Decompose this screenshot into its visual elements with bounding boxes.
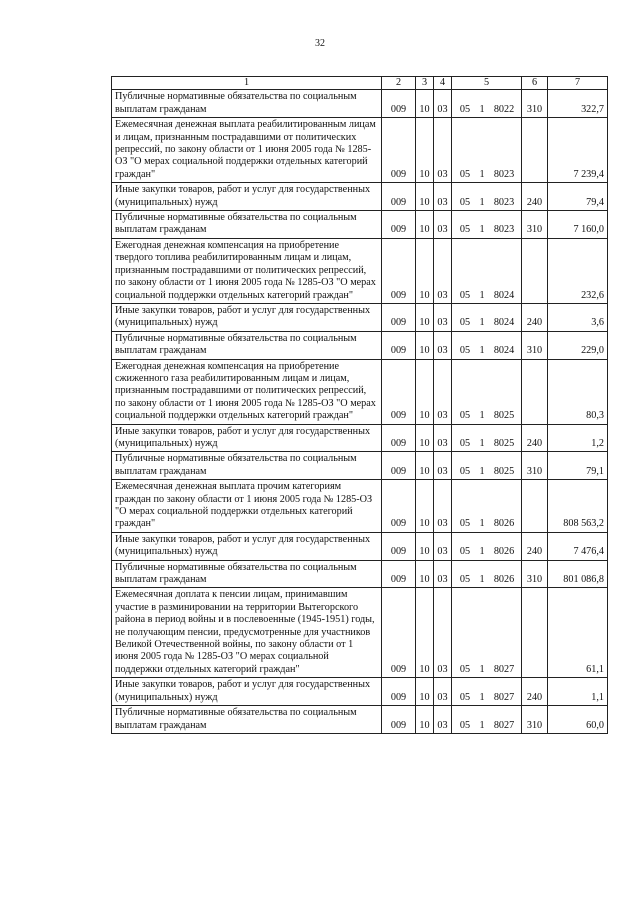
row-name: Иные закупки товаров, работ и услуг для государственных (муниципальных) нужд (112, 532, 382, 560)
row-grbs-code: 009 (382, 532, 416, 560)
row-section-code: 10 (416, 359, 434, 424)
row-section-code: 10 (416, 588, 434, 678)
row-subsection-code: 03 (434, 331, 452, 359)
target-article-part-1: 05 (459, 663, 471, 675)
table-row (112, 452, 608, 480)
header-col-7: 7 (548, 77, 608, 90)
row-subsection-code: 03 (434, 678, 452, 706)
table-row (112, 560, 608, 588)
table-row (112, 183, 608, 211)
target-article-part-3: 8022 (493, 103, 515, 115)
table-row (112, 331, 608, 359)
target-article-part-1: 05 (459, 719, 471, 731)
row-expense-type-code: 310 (522, 90, 548, 118)
target-article-part-3: 8023 (493, 196, 515, 208)
row-grbs-code: 009 (382, 183, 416, 211)
row-subsection-code: 03 (434, 560, 452, 588)
header-col-2: 2 (382, 77, 416, 90)
row-grbs-code: 009 (382, 331, 416, 359)
table-row (112, 359, 608, 424)
target-article-part-1: 05 (459, 196, 471, 208)
row-expense-type-code: 240 (522, 183, 548, 211)
row-amount: 7 160,0 (548, 211, 608, 239)
target-article-part-3: 8024 (493, 317, 515, 329)
row-amount: 79,1 (548, 452, 608, 480)
row-section-code: 10 (416, 560, 434, 588)
row-target-article-code (452, 678, 522, 706)
target-article-part-1: 05 (459, 103, 471, 115)
target-article-part-2: 1 (479, 437, 485, 449)
row-amount: 7 476,4 (548, 532, 608, 560)
target-article-part-3: 8026 (493, 518, 515, 530)
row-amount: 808 563,2 (548, 480, 608, 533)
table-row (112, 678, 608, 706)
target-article-part-3: 8024 (493, 289, 515, 301)
row-amount: 80,3 (548, 359, 608, 424)
target-article-part-1: 05 (459, 317, 471, 329)
row-amount: 1,1 (548, 678, 608, 706)
row-target-article-code (452, 532, 522, 560)
row-subsection-code: 03 (434, 211, 452, 239)
target-article-part-2: 1 (479, 719, 485, 731)
row-subsection-code: 03 (434, 424, 452, 452)
row-section-code: 10 (416, 452, 434, 480)
row-target-article-code (452, 560, 522, 588)
row-section-code: 10 (416, 183, 434, 211)
row-target-article-code (452, 359, 522, 424)
target-article-part-3: 8025 (493, 437, 515, 449)
row-grbs-code: 009 (382, 303, 416, 331)
target-article-part-3: 8027 (493, 663, 515, 675)
row-section-code: 10 (416, 238, 434, 303)
row-name: Публичные нормативные обязательства по социальным выплатам гражданам (112, 211, 382, 239)
row-subsection-code: 03 (434, 452, 452, 480)
row-grbs-code: 009 (382, 588, 416, 678)
row-grbs-code: 009 (382, 480, 416, 533)
target-article-part-1: 05 (459, 518, 471, 530)
target-article-part-3: 8027 (493, 719, 515, 731)
target-article-part-3: 8025 (493, 465, 515, 477)
row-name: Публичные нормативные обязательства по социальным выплатам гражданам (112, 706, 382, 734)
target-article-part-2: 1 (479, 410, 485, 422)
row-section-code: 10 (416, 211, 434, 239)
row-amount: 3,6 (548, 303, 608, 331)
row-amount: 61,1 (548, 588, 608, 678)
target-article-part-2: 1 (479, 103, 485, 115)
row-expense-type-code: 310 (522, 706, 548, 734)
row-expense-type-code: 240 (522, 532, 548, 560)
target-article-part-2: 1 (479, 574, 485, 586)
target-article-part-2: 1 (479, 518, 485, 530)
row-expense-type-code: 310 (522, 331, 548, 359)
row-grbs-code: 009 (382, 238, 416, 303)
row-expense-type-code: 240 (522, 678, 548, 706)
row-expense-type-code (522, 238, 548, 303)
row-name: Ежемесячная денежная выплата прочим категориям граждан по закону области от 1 июня 2005 года № 1285-ОЗ "О мерах социальной поддержки отдельных категорий граждан" (112, 480, 382, 533)
target-article-part-3: 8024 (493, 345, 515, 357)
target-article-part-1: 05 (459, 168, 471, 180)
table-row (112, 588, 608, 678)
row-amount: 322,7 (548, 90, 608, 118)
target-article-part-1: 05 (459, 465, 471, 477)
row-amount: 801 086,8 (548, 560, 608, 588)
target-article-part-2: 1 (479, 691, 485, 703)
row-name: Ежемесячная денежная выплата реабилитированным лицам и лицам, признанным пострадавшими от политических репрессий, по закону области от 1 июня 2005 года № 1285-ОЗ "О мерах социальной поддержки отдельных категорий граждан" (112, 118, 382, 183)
target-article-part-2: 1 (479, 317, 485, 329)
page-number: 32 (315, 38, 325, 49)
row-subsection-code: 03 (434, 303, 452, 331)
row-section-code: 10 (416, 532, 434, 560)
row-amount: 7 239,4 (548, 118, 608, 183)
row-section-code: 10 (416, 331, 434, 359)
row-subsection-code: 03 (434, 238, 452, 303)
target-article-part-1: 05 (459, 546, 471, 558)
row-expense-type-code: 310 (522, 560, 548, 588)
row-subsection-code: 03 (434, 706, 452, 734)
row-grbs-code: 009 (382, 211, 416, 239)
row-name: Иные закупки товаров, работ и услуг для государственных (муниципальных) нужд (112, 424, 382, 452)
row-section-code: 10 (416, 303, 434, 331)
row-target-article-code (452, 588, 522, 678)
target-article-part-2: 1 (479, 196, 485, 208)
row-target-article-code (452, 238, 522, 303)
row-expense-type-code: 310 (522, 452, 548, 480)
row-section-code: 10 (416, 424, 434, 452)
row-grbs-code: 009 (382, 359, 416, 424)
row-expense-type-code (522, 588, 548, 678)
row-section-code: 10 (416, 118, 434, 183)
row-subsection-code: 03 (434, 588, 452, 678)
table-row (112, 480, 608, 533)
row-grbs-code: 009 (382, 560, 416, 588)
row-section-code: 10 (416, 678, 434, 706)
row-name: Публичные нормативные обязательства по социальным выплатам гражданам (112, 90, 382, 118)
row-name: Публичные нормативные обязательства по социальным выплатам гражданам (112, 452, 382, 480)
row-expense-type-code (522, 118, 548, 183)
target-article-part-3: 8027 (493, 691, 515, 703)
target-article-part-2: 1 (479, 168, 485, 180)
row-name: Публичные нормативные обязательства по социальным выплатам гражданам (112, 560, 382, 588)
row-grbs-code: 009 (382, 678, 416, 706)
target-article-part-3: 8026 (493, 546, 515, 558)
table-row (112, 706, 608, 734)
target-article-part-2: 1 (479, 345, 485, 357)
row-amount: 232,6 (548, 238, 608, 303)
row-amount: 229,0 (548, 331, 608, 359)
row-amount: 79,4 (548, 183, 608, 211)
row-expense-type-code (522, 480, 548, 533)
target-article-part-1: 05 (459, 289, 471, 301)
row-target-article-code (452, 480, 522, 533)
row-grbs-code: 009 (382, 706, 416, 734)
row-name: Иные закупки товаров, работ и услуг для государственных (муниципальных) нужд (112, 183, 382, 211)
table-row (112, 211, 608, 239)
row-section-code: 10 (416, 706, 434, 734)
target-article-part-2: 1 (479, 289, 485, 301)
target-article-part-1: 05 (459, 437, 471, 449)
target-article-part-2: 1 (479, 663, 485, 675)
header-col-4: 4 (434, 77, 452, 90)
row-subsection-code: 03 (434, 183, 452, 211)
header-col-1: 1 (112, 77, 382, 90)
row-target-article-code (452, 183, 522, 211)
target-article-part-2: 1 (479, 546, 485, 558)
row-subsection-code: 03 (434, 118, 452, 183)
row-target-article-code (452, 118, 522, 183)
row-section-code: 10 (416, 90, 434, 118)
header-col-6: 6 (522, 77, 548, 90)
row-name: Ежегодная денежная компенсация на приобретение твердого топлива реабилитированным лицам и лицам, признанным пострадавшими от политических репрессий, по закону области от 1 июня 2005 года № 1285-ОЗ "О мерах социальной поддержки отдельных категорий граждан" (112, 238, 382, 303)
row-amount: 1,2 (548, 424, 608, 452)
row-grbs-code: 009 (382, 118, 416, 183)
target-article-part-3: 8026 (493, 574, 515, 586)
target-article-part-2: 1 (479, 224, 485, 236)
target-article-part-2: 1 (479, 465, 485, 477)
row-expense-type-code: 240 (522, 303, 548, 331)
table-row (112, 90, 608, 118)
row-amount: 60,0 (548, 706, 608, 734)
row-name: Иные закупки товаров, работ и услуг для государственных (муниципальных) нужд (112, 303, 382, 331)
table-row (112, 118, 608, 183)
row-expense-type-code (522, 359, 548, 424)
target-article-part-1: 05 (459, 224, 471, 236)
row-target-article-code (452, 706, 522, 734)
row-name: Публичные нормативные обязательства по социальным выплатам гражданам (112, 331, 382, 359)
table-header-row (112, 77, 608, 90)
table-row (112, 238, 608, 303)
row-target-article-code (452, 424, 522, 452)
header-col-3: 3 (416, 77, 434, 90)
header-col-5: 5 (452, 77, 522, 90)
row-name: Ежемесячная доплата к пенсии лицам, принимавшим участие в разминировании на территории Вытегорского района в период войны и в послевоенные (1945-1951) годы, не получающим пенсии, предусмотренные для участников Великой Отечественной войны, по закону области от 1 июня 2005 года № 1285-ОЗ "О мерах социальной поддержки отдельных категорий граждан" (112, 588, 382, 678)
target-article-part-1: 05 (459, 691, 471, 703)
row-subsection-code: 03 (434, 90, 452, 118)
row-target-article-code (452, 303, 522, 331)
row-section-code: 10 (416, 480, 434, 533)
table-row (112, 424, 608, 452)
table-row (112, 532, 608, 560)
row-expense-type-code: 310 (522, 211, 548, 239)
budget-table (111, 76, 608, 734)
target-article-part-3: 8023 (493, 224, 515, 236)
row-expense-type-code: 240 (522, 424, 548, 452)
table-body (112, 90, 608, 734)
row-grbs-code: 009 (382, 452, 416, 480)
row-subsection-code: 03 (434, 480, 452, 533)
row-target-article-code (452, 452, 522, 480)
target-article-part-1: 05 (459, 410, 471, 422)
row-grbs-code: 009 (382, 424, 416, 452)
target-article-part-1: 05 (459, 574, 471, 586)
row-target-article-code (452, 331, 522, 359)
table-row (112, 303, 608, 331)
target-article-part-3: 8025 (493, 410, 515, 422)
row-target-article-code (452, 90, 522, 118)
target-article-part-1: 05 (459, 345, 471, 357)
row-grbs-code: 009 (382, 90, 416, 118)
target-article-part-3: 8023 (493, 168, 515, 180)
row-target-article-code (452, 211, 522, 239)
row-name: Ежегодная денежная компенсация на приобретение сжиженного газа реабилитированным лицам и лицам, признанным пострадавшими от политических репрессий, по закону области от 1 июня 2005 года № 1285-ОЗ "О мерах социальной поддержки отдельных категорий граждан" (112, 359, 382, 424)
row-subsection-code: 03 (434, 532, 452, 560)
row-name: Иные закупки товаров, работ и услуг для государственных (муниципальных) нужд (112, 678, 382, 706)
row-subsection-code: 03 (434, 359, 452, 424)
